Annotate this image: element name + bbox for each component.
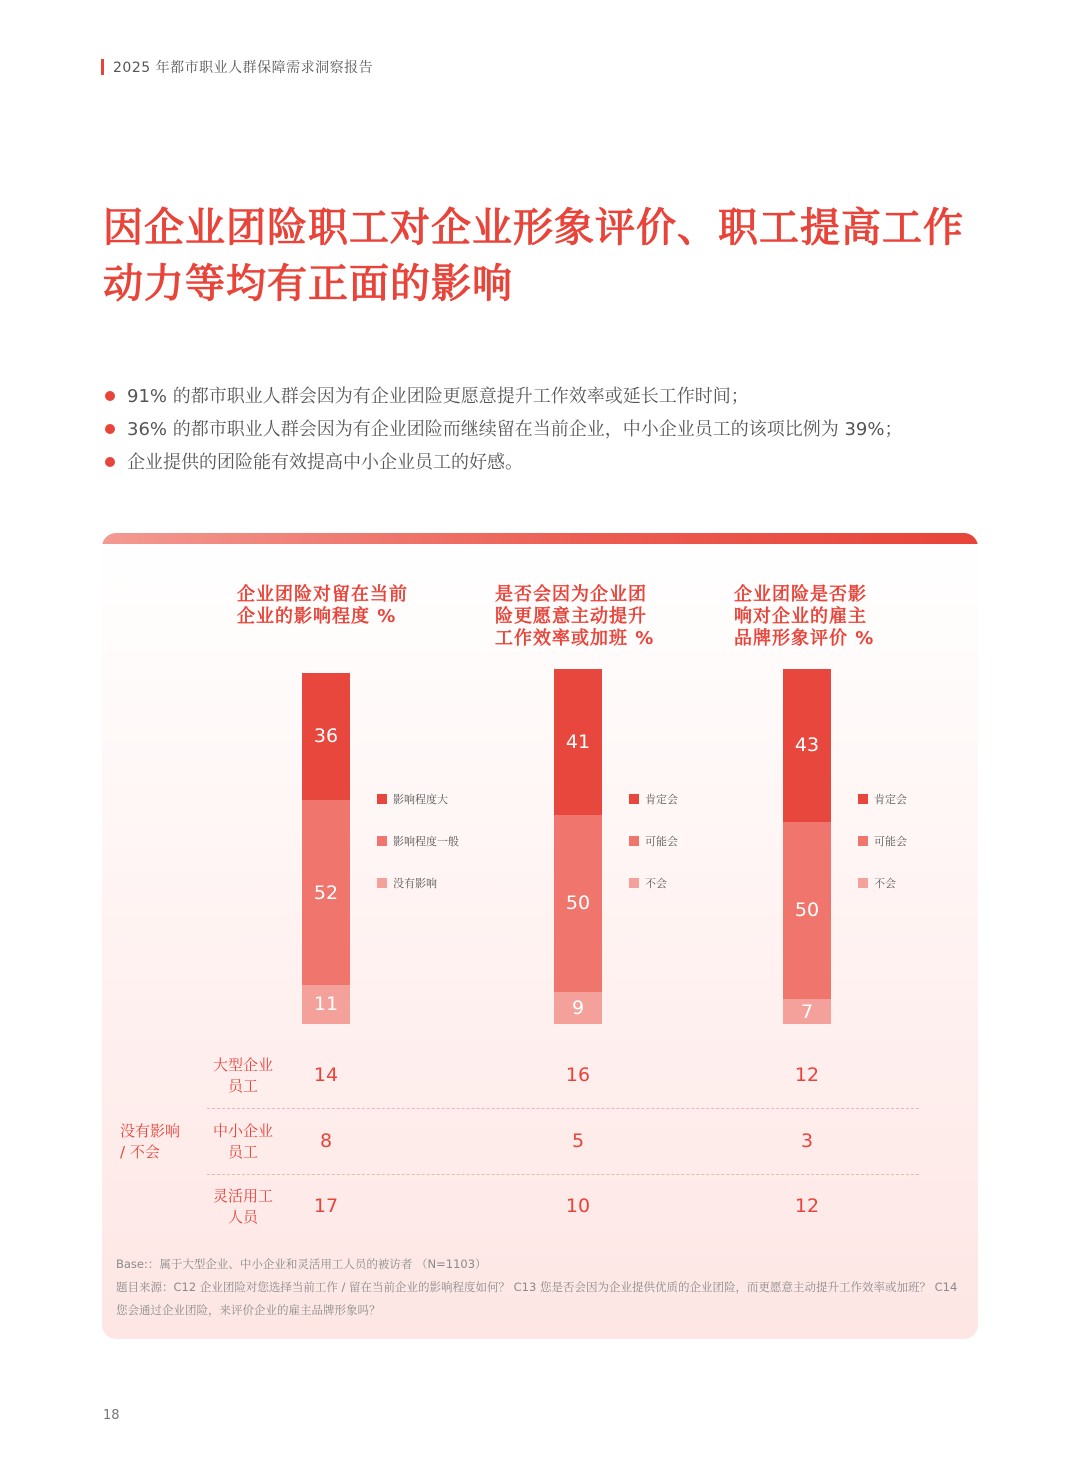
bullet-dot-icon — [105, 391, 115, 401]
legend-label: 不会 — [874, 877, 896, 890]
legend-label: 不会 — [645, 877, 667, 890]
bar-value-label: 9 — [571, 997, 585, 1020]
legend-item — [377, 875, 437, 891]
breakdown-value: 16 — [565, 1064, 591, 1086]
legend-item — [629, 833, 678, 849]
bullet-text: 91% 的都市职业人群会因为有企业团险更愿意提升工作效率或延长工作时间； — [127, 386, 749, 407]
bar-segment — [302, 673, 350, 801]
legend-label: 肯定会 — [874, 793, 907, 806]
breakdown-value: 12 — [794, 1195, 820, 1217]
legend-swatch — [629, 794, 639, 804]
bullet-item — [103, 380, 1003, 413]
breakdown-value: 3 — [800, 1130, 814, 1152]
breakdown-value: 17 — [313, 1195, 339, 1217]
header-accent-bar — [101, 59, 104, 75]
chart-2-title: 是否会因为企业团 险更愿意主动提升 工作效率或加班 % — [495, 584, 655, 649]
breakdown-group-label: 没有影响 / 不会 — [120, 1122, 181, 1161]
legend-swatch — [858, 794, 868, 804]
legend-item — [858, 875, 896, 891]
bullet-text: 企业提供的团险能有效提高中小企业员工的好感。 — [127, 452, 523, 473]
bullet-item — [103, 413, 1003, 446]
row-divider — [207, 1174, 919, 1175]
panel-top-bar — [102, 533, 978, 544]
bar-value-label: 52 — [313, 881, 339, 904]
legend-swatch — [629, 878, 639, 888]
bar-value-label: 50 — [794, 899, 820, 922]
legend-item — [377, 833, 459, 849]
bullet-dot-icon — [105, 457, 115, 467]
bar-segment — [554, 992, 602, 1024]
legend-item — [629, 791, 678, 807]
breakdown-value: 12 — [794, 1064, 820, 1086]
legend-item — [858, 791, 907, 807]
bullet-dot-icon — [105, 424, 115, 434]
bullet-text: 36% 的都市职业人群会因为有企业团险而继续留在当前企业，中小企业员工的该项比例为 39%； — [127, 419, 903, 440]
legend-swatch — [377, 794, 387, 804]
breakdown-value: 14 — [313, 1064, 339, 1086]
page-title: 因企业团险职工对企业形象评价、职工提高工作动力等均有正面的影响 — [103, 205, 964, 307]
bar-segment — [783, 999, 831, 1024]
legend-swatch — [377, 836, 387, 846]
bar-segment — [554, 815, 602, 993]
breakdown-row-label: 灵活用工 人员 — [212, 1187, 273, 1226]
bar-segment — [554, 669, 602, 815]
bullet-item — [103, 446, 1003, 479]
legend-item — [377, 791, 448, 807]
legend-item — [858, 833, 907, 849]
legend-item — [629, 875, 667, 891]
legend-swatch — [858, 836, 868, 846]
legend-label: 影响程度一般 — [393, 835, 459, 848]
legend-label: 可能会 — [645, 835, 678, 848]
bar-segment — [783, 669, 831, 822]
bar-value-label: 43 — [794, 734, 820, 757]
bar-value-label: 7 — [800, 1000, 814, 1023]
bar-value-label: 36 — [313, 725, 339, 748]
legend-swatch — [858, 878, 868, 888]
footnote-base: Base:：属于大型企业、中小企业和灵活用工人员的被访者 （N=1103） — [116, 1257, 487, 1271]
legend-label: 肯定会 — [645, 793, 678, 806]
footnote — [116, 1253, 968, 1322]
bar-segment — [302, 800, 350, 985]
chart-3-title: 企业团险是否影 响对企业的雇主 品牌形象评价 % — [734, 584, 875, 649]
chart-1-title: 企业团险对留在当前 企业的影响程度 % — [237, 584, 408, 627]
breakdown-value: 10 — [565, 1195, 591, 1217]
bar-value-label: 50 — [565, 892, 591, 915]
bar-value-label: 41 — [565, 730, 591, 753]
bar-segment — [302, 985, 350, 1024]
page-number: 18 — [103, 1408, 120, 1423]
breakdown-value: 5 — [571, 1130, 585, 1152]
legend-label: 没有影响 — [393, 877, 437, 890]
summary-bullets — [103, 380, 1003, 479]
breakdown-value: 8 — [319, 1130, 333, 1152]
legend-label: 可能会 — [874, 835, 907, 848]
bar-segment — [783, 822, 831, 1000]
legend-label: 影响程度大 — [393, 793, 448, 806]
legend-swatch — [629, 836, 639, 846]
bar-value-label: 11 — [313, 993, 339, 1016]
row-divider — [207, 1108, 919, 1109]
breakdown-row-label: 中小企业 员工 — [212, 1122, 273, 1161]
report-header-title: 2025 年都市职业人群保障需求洞察报告 — [113, 60, 374, 76]
legend-swatch — [377, 878, 387, 888]
breakdown-row-label: 大型企业 员工 — [212, 1056, 273, 1095]
report-header — [101, 58, 373, 76]
footnote-source: 题目来源：C12 企业团险对您选择当前工作 / 留在当前企业的影响程度如何？ C13 您是否会因为企业提供优质的企业团险，而更愿意主动提升工作效率或加班？ C14 您会通过企业团险，来评价企业的雇主品牌形象吗？ — [116, 1280, 958, 1317]
